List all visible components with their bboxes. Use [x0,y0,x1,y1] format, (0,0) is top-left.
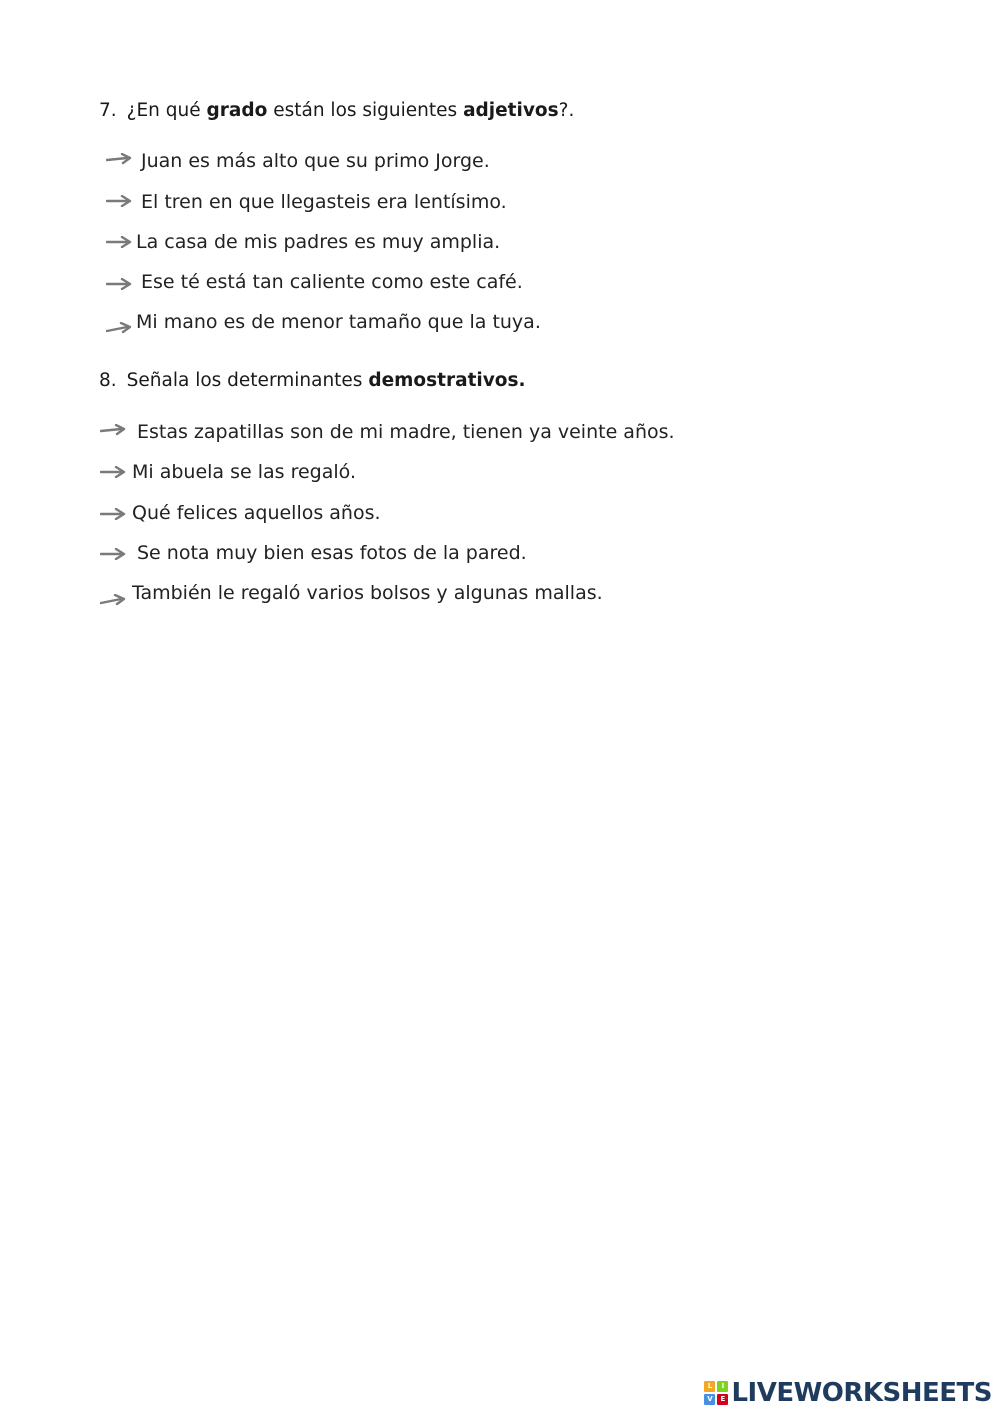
liveworksheets-logo[interactable] [704,1378,992,1408]
arrow-right-icon [100,424,128,436]
logo-mark-icon: L I V E [704,1381,728,1405]
list-item: Juan es más alto que su primo Jorge. [141,150,490,172]
list-item: Qué felices aquellos años. [132,502,381,524]
list-item: Mi abuela se las regaló. [132,461,356,483]
list-item: Se nota muy bien esas fotos de la pared. [137,542,527,564]
question-7-title: 7. ¿En qué grado están los siguientes adjetivos?. [99,100,575,121]
logo-text: LIVEWORKSHEETS [731,1378,992,1408]
list-item: Mi mano es de menor tamaño que la tuya. [136,311,541,333]
list-item: La casa de mis padres es muy amplia. [136,231,501,253]
arrow-right-icon [106,153,134,165]
arrow-right-icon [100,508,128,520]
arrow-right-icon [106,195,134,207]
question-number: 8. [99,370,117,391]
arrow-right-icon [100,466,128,478]
list-item: También le regaló varios bolsos y algunas mallas. [132,582,603,604]
arrow-right-icon [100,594,128,606]
arrow-right-icon [106,278,134,290]
list-item: Estas zapatillas son de mi madre, tienen ya veinte años. [137,421,675,443]
list-item: Ese té está tan caliente como este café. [141,271,523,293]
arrow-right-icon [100,548,128,560]
question-number: 7. [99,100,117,121]
question-8-title: 8. Señala los determinantes demostrativos. [99,370,526,391]
list-item: El tren en que llegasteis era lentísimo. [141,191,507,213]
arrow-right-icon [106,322,134,334]
arrow-right-icon [106,236,134,248]
